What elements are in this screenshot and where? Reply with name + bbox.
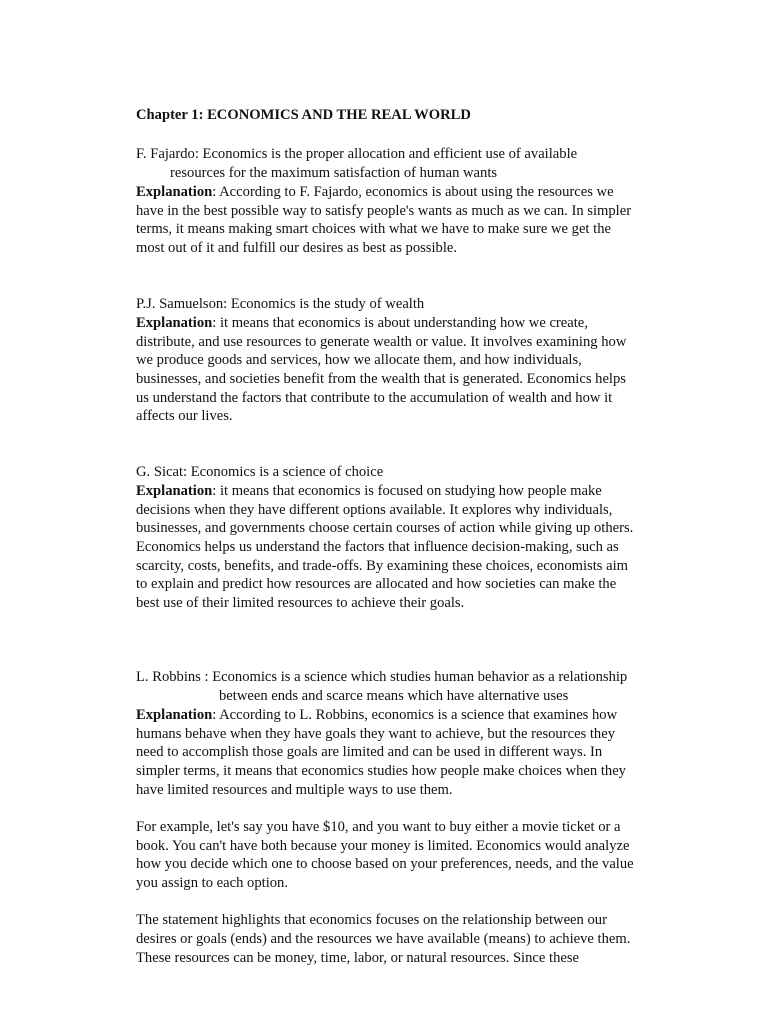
- explanation-robbins-line-4: simpler terms, it means that economics studies how people make choices when they: [136, 763, 626, 779]
- statement-paragraph-line-2: desires or goals (ends) and the resources we have available (means) to achieve them.: [136, 931, 631, 947]
- explanation-samuelson-line-2: distribute, and use resources to generate wealth or value. It involves examining how: [136, 334, 627, 350]
- definition-fajardo-line-2: resources for the maximum satisfaction of human wants: [170, 165, 498, 181]
- chapter-title: Chapter 1: ECONOMICS AND THE REAL WORLD: [136, 107, 471, 123]
- explanation-sicat-line-7: best use of their limited resources to achieve their goals.: [136, 595, 465, 611]
- definition-robbins-line-1: L. Robbins : Economics is a science which studies human behavior as a relationship: [136, 669, 628, 685]
- explanation-sicat-line-2: decisions when they have different options available. It explores why individuals,: [136, 502, 613, 518]
- explanation-text: : it means that economics is focused on studying how people make: [212, 483, 602, 499]
- example-paragraph-line-3: how you decide which one to choose based on your preferences, needs, and the value: [136, 856, 634, 872]
- explanation-robbins-line-5: have limited resources and multiple ways to use them.: [136, 782, 453, 798]
- explanation-fajardo-line-4: most out of it and fulfill our desires as best as possible.: [136, 240, 458, 256]
- explanation-sicat-line-6: to explain and predict how resources are allocated and how societies can make the: [136, 576, 617, 592]
- explanation-robbins-line-2: humans behave when they have goals they want to achieve, but the resources they: [136, 726, 615, 742]
- explanation-samuelson-line-5: us understand the factors that contribute to the accumulation of wealth and how it: [136, 390, 613, 406]
- explanation-robbins-line-3: need to accomplish those goals are limited and can be used in different ways. In: [136, 744, 603, 760]
- explanation-text: : According to F. Fajardo, economics is about using the resources we: [212, 184, 614, 200]
- explanation-label: Explanation: [136, 483, 213, 499]
- explanation-robbins-line-1: [136, 706, 617, 725]
- statement-paragraph-line-3: These resources can be money, time, labor, or natural resources. Since these: [136, 950, 579, 966]
- explanation-samuelson-line-3: we produce goods and services, how we allocate them, and how individuals,: [136, 352, 582, 368]
- statement-paragraph-line-1: The statement highlights that economics focuses on the relationship between our: [136, 912, 607, 928]
- explanation-samuelson-line-1: [136, 314, 588, 333]
- definition-sicat-line-1: G. Sicat: Economics is a science of choice: [136, 464, 384, 480]
- explanation-fajardo-line-1: [136, 183, 614, 202]
- explanation-sicat-line-1: [136, 482, 602, 501]
- explanation-samuelson-line-4: businesses, and societies benefit from the wealth that is generated. Economics helps: [136, 371, 626, 387]
- definition-samuelson-line-1: P.J. Samuelson: Economics is the study of wealth: [136, 296, 425, 312]
- explanation-text: : it means that economics is about understanding how we create,: [212, 315, 588, 331]
- explanation-fajardo-line-3: terms, it means making smart choices with what we have to make sure we get the: [136, 221, 611, 237]
- explanation-sicat-line-4: Economics helps us understand the factors that influence decision-making, such as: [136, 539, 619, 555]
- example-paragraph-line-2: book. You can't have both because your money is limited. Economics would analyze: [136, 838, 630, 854]
- example-paragraph-line-1: For example, let's say you have $10, and you want to buy either a movie ticket or a: [136, 819, 621, 835]
- definition-fajardo-line-1: F. Fajardo: Economics is the proper allocation and efficient use of available: [136, 146, 578, 162]
- explanation-samuelson-line-6: affects our lives.: [136, 408, 233, 424]
- explanation-fajardo-line-2: have in the best possible way to satisfy people's wants as much as we can. In simpler: [136, 203, 632, 219]
- explanation-sicat-line-5: scarcity, costs, benefits, and trade-offs. By examining these choices, economists aim: [136, 558, 628, 574]
- explanation-text: : According to L. Robbins, economics is a science that examines how: [212, 707, 618, 723]
- explanation-sicat-line-3: businesses, and governments choose certain courses of action while giving up others.: [136, 520, 634, 536]
- example-paragraph-line-4: you assign to each option.: [136, 875, 288, 891]
- explanation-label: Explanation: [136, 707, 213, 723]
- definition-robbins-line-2: between ends and scarce means which have alternative uses: [219, 688, 569, 704]
- explanation-label: Explanation: [136, 315, 213, 331]
- explanation-label: Explanation: [136, 184, 213, 200]
